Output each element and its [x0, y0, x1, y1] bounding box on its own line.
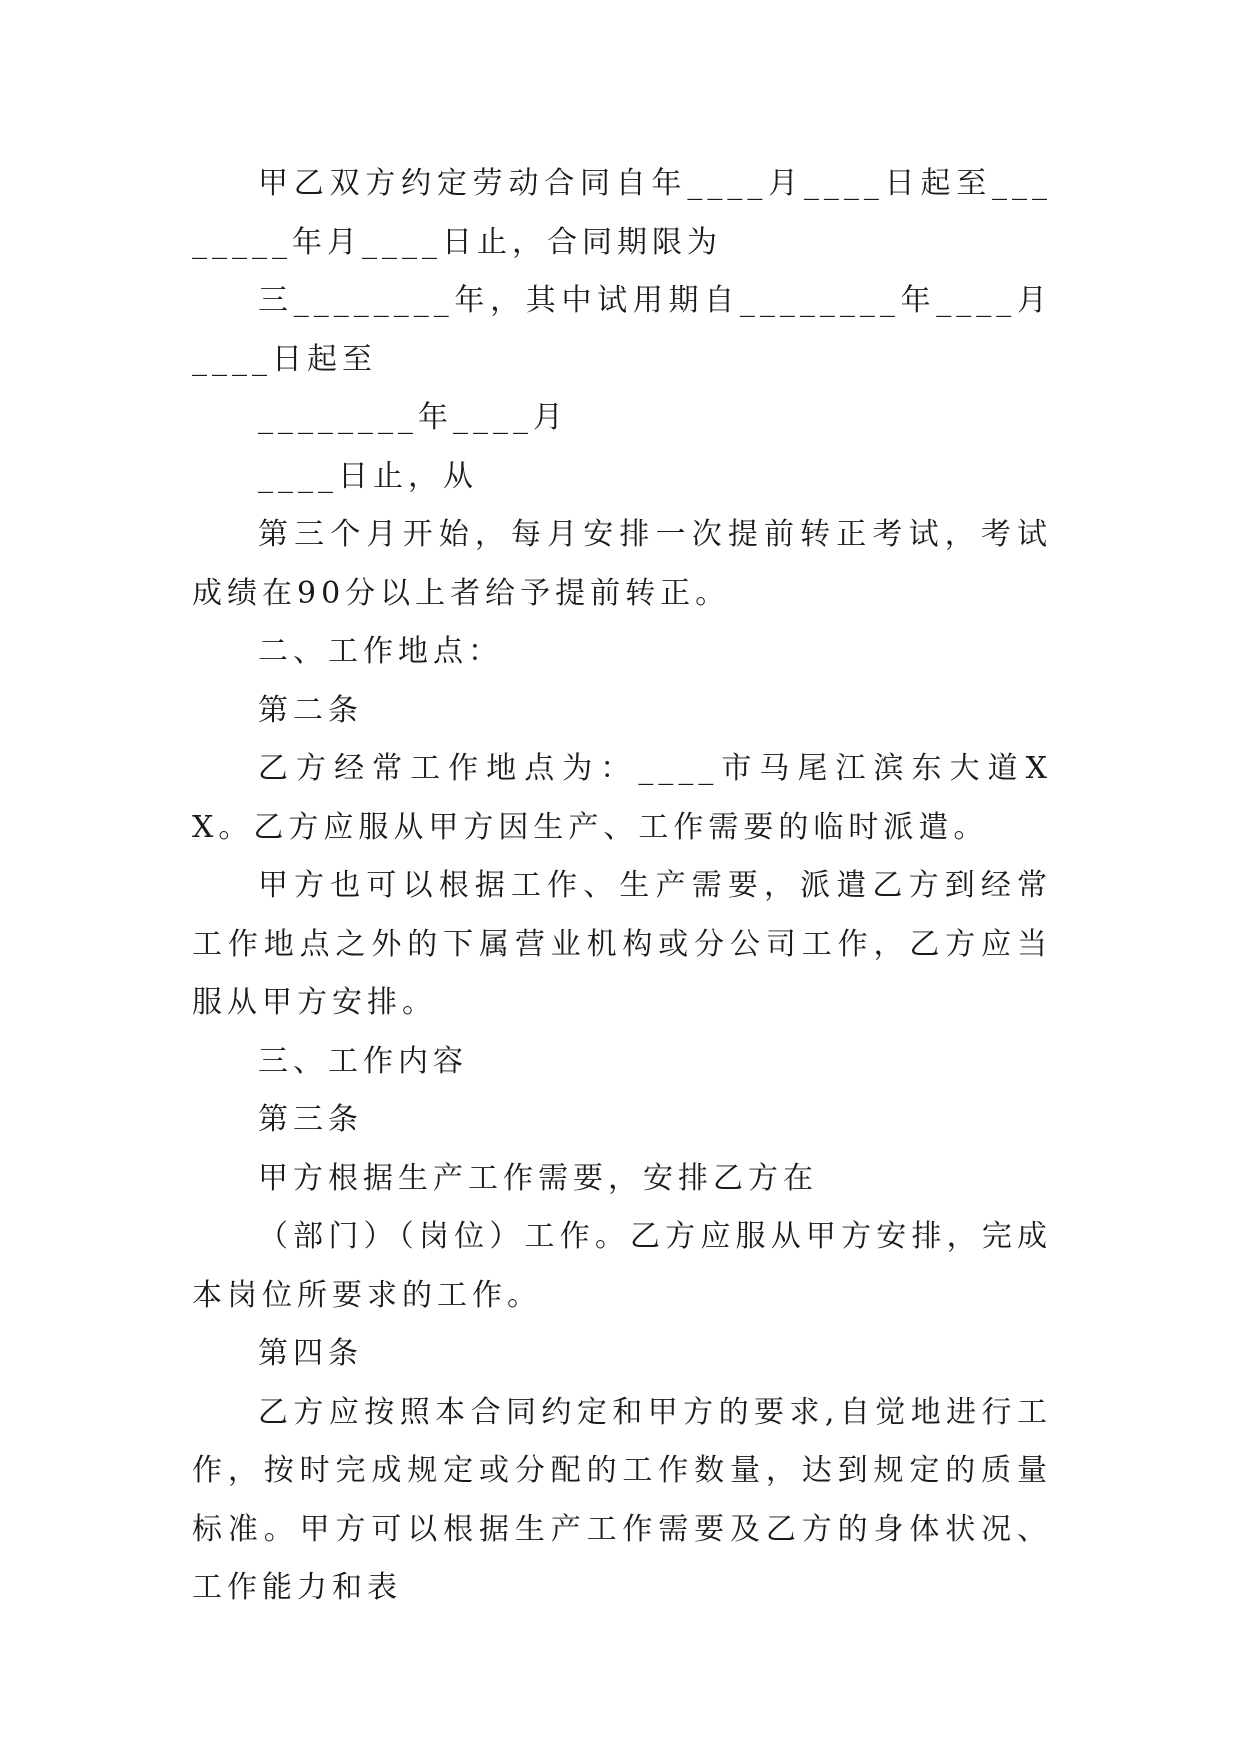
paragraph-early-confirmation-exam: 第三个月开始，每月安排一次提前转正考试，考试成绩在90分以上者给予提前转正。: [192, 517, 1052, 611]
article-heading-2: 第二条: [258, 692, 363, 728]
paragraph-work-assignment: 甲方根据生产工作需要，安排乙方在: [258, 1160, 818, 1196]
paragraph-work-location: 乙方经常工作地点为：____市马尾江滨东大道XX。乙方应服从甲方因生产、工作需要的临时派遣。: [192, 751, 1052, 845]
paragraph-contract-term: 甲乙双方约定劳动合同自年____月____日起至________年月____日止，合同期限为: [192, 166, 1052, 260]
paragraph-probation-end-month: ________年____月: [258, 400, 568, 435]
section-heading-work-content: 三、工作内容: [258, 1043, 468, 1079]
paragraph-department-position: （部门）（岗位）工作。乙方应服从甲方安排，完成本岗位所要求的工作。: [192, 1219, 1052, 1313]
article-heading-3: 第三条: [258, 1102, 363, 1137]
paragraph-dispatch: 甲方也可以根据工作、生产需要，派遣乙方到经常工作地点之外的下属营业机构或分公司工作，乙方应当服从甲方安排。: [192, 868, 1052, 1020]
paragraph-work-requirements: 乙方应按照本合同约定和甲方的要求,自觉地进行工作，按时完成规定或分配的工作数量，达到规定的质量标准。甲方可以根据生产工作需要及乙方的身体状况、工作能力和表: [192, 1394, 1052, 1605]
article-heading-4: 第四条: [258, 1336, 363, 1371]
section-heading-work-location: 二、工作地点：: [258, 634, 503, 669]
document-body: [192, 155, 1052, 1618]
paragraph-probation-end-day: ____日止，从: [258, 458, 478, 494]
paragraph-probation-period: 三________年，其中试用期自________年____月____日起至: [192, 283, 1052, 377]
